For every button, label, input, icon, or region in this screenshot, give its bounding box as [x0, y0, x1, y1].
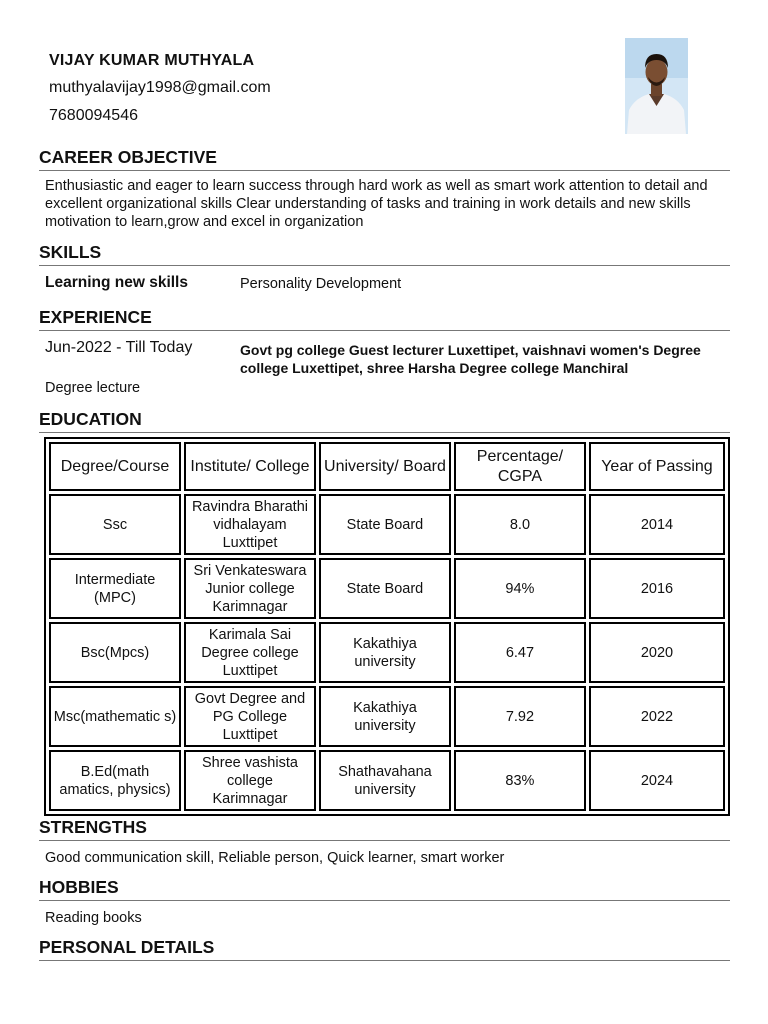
profile-photo [625, 38, 688, 134]
cell-university: Kakathiya university [319, 622, 451, 683]
cell-institute: Karimala Sai Degree college Luxttipet [184, 622, 316, 683]
cell-year: 2022 [589, 686, 725, 747]
cell-year: 2014 [589, 494, 725, 555]
section-heading-education: EDUCATION [39, 409, 730, 433]
section-heading-personal-details: PERSONAL DETAILS [39, 937, 730, 961]
career-objective-text: Enthusiastic and eager to learn success through hard work as well as smart work attention to detail and excellent organizational skills Clear understanding of tasks and training in work details and new skills motivation to learn,grow and excel in organization [45, 178, 708, 230]
cell-university: State Board [319, 494, 451, 555]
cell-percentage: 8.0 [454, 494, 586, 555]
cell-percentage: 6.47 [454, 622, 586, 683]
table-row [49, 494, 725, 555]
table-row [49, 622, 725, 683]
cell-year: 2024 [589, 750, 725, 811]
candidate-email: muthyalavijay1998@gmail.com [49, 79, 271, 96]
education-header-row [49, 442, 725, 491]
cell-university: Shathavahana university [319, 750, 451, 811]
cell-degree: Ssc [49, 494, 181, 555]
hobbies-text: Reading books [45, 910, 142, 926]
cell-university: State Board [319, 558, 451, 619]
skill-label: Learning new skills [45, 274, 188, 291]
header-university: University/ Board [319, 442, 451, 491]
header-institute: Institute/ College [184, 442, 316, 491]
cell-percentage: 7.92 [454, 686, 586, 747]
header-percentage: Percentage/ CGPA [454, 442, 586, 491]
cell-university: Kakathiya university [319, 686, 451, 747]
experience-role: Degree lecture [45, 380, 141, 396]
cell-degree: B.Ed(math amatics, physics) [49, 750, 181, 811]
candidate-name: VIJAY KUMAR MUTHYALA [49, 52, 255, 69]
cell-year: 2016 [589, 558, 725, 619]
section-heading-skills: SKILLS [39, 242, 730, 266]
skill-value: Personality Development [240, 276, 402, 292]
experience-detail: Govt pg college Guest lecturer Luxettipet, vaishnavi women's Degree college Luxettipet, shree Harsha Degree college Manchiral [240, 342, 701, 376]
cell-year: 2020 [589, 622, 725, 683]
cell-institute: Sri Venkateswara Junior college Karimnagar [184, 558, 316, 619]
cell-degree: Intermediate (MPC) [49, 558, 181, 619]
section-heading-experience: EXPERIENCE [39, 307, 730, 331]
cell-institute: Govt Degree and PG College Luxttipet [184, 686, 316, 747]
cell-degree: Bsc(Mpcs) [49, 622, 181, 683]
cell-percentage: 94% [454, 558, 586, 619]
table-row [49, 558, 725, 619]
section-heading-career-objective: CAREER OBJECTIVE [39, 147, 730, 171]
header-degree: Degree/Course [49, 442, 181, 491]
person-photo-icon [625, 38, 688, 134]
cell-degree: Msc(mathematic s) [49, 686, 181, 747]
experience-dates: Jun-2022 - Till Today [45, 339, 193, 356]
cell-institute: Ravindra Bharathi vidhalayam Luxttipet [184, 494, 316, 555]
cell-institute: Shree vashista college Karimnagar [184, 750, 316, 811]
table-row [49, 750, 725, 811]
candidate-phone: 7680094546 [49, 107, 138, 124]
header-year: Year of Passing [589, 442, 725, 491]
education-table [44, 437, 730, 816]
table-row [49, 686, 725, 747]
section-heading-hobbies: HOBBIES [39, 877, 730, 901]
section-heading-strengths: STRENGTHS [39, 817, 730, 841]
cell-percentage: 83% [454, 750, 586, 811]
strengths-text: Good communication skill, Reliable person, Quick learner, smart worker [45, 850, 505, 866]
